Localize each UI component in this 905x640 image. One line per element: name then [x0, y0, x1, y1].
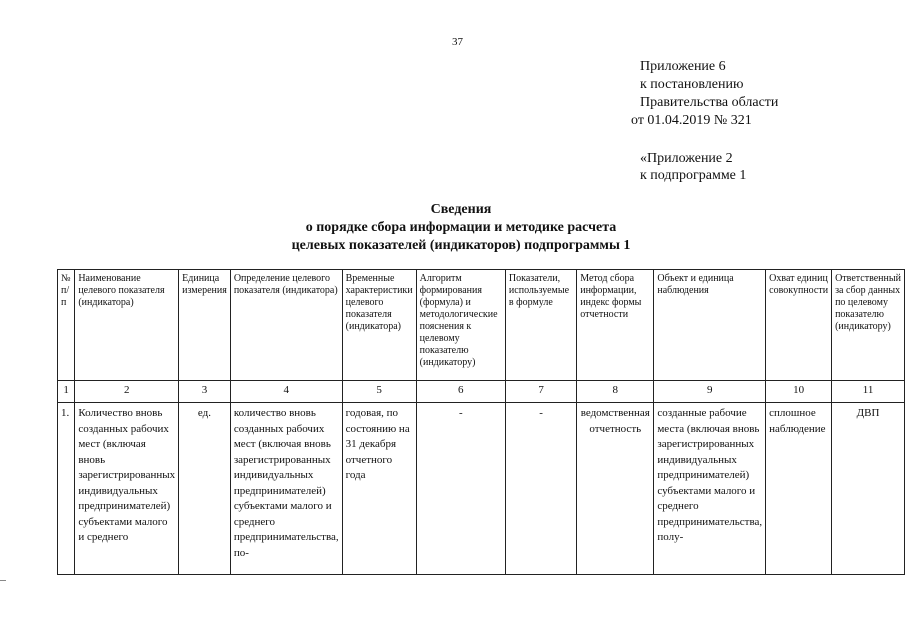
responsible-cell: ДВП [832, 403, 905, 575]
header-cell: Наименование целевого показателя (индикатора) [75, 270, 179, 381]
column-number: 11 [832, 381, 905, 403]
appendix-line-4: от 01.04.2019 № 321 [631, 113, 752, 128]
header-cell: Временные характеристики целевого показателя (индикатора) [342, 270, 416, 381]
definition-cell: количество вновь созданных рабочих мест (включая вновь зарегистрированных индивидуальных предпринимателей) субъектами малого и среднего предпринимательства, по- [230, 403, 342, 575]
indicator-name: Количество вновь созданных рабочих мест (включая вновь зарегистрированных индивидуальных предпринимателей) субъектами малого и среднего [75, 403, 179, 575]
column-number: 10 [766, 381, 832, 403]
column-number: 1 [58, 381, 75, 403]
header-cell: Охват единиц совокупности [766, 270, 832, 381]
header-cell: Показатели, используемые в формуле [505, 270, 576, 381]
row-number: 1. [58, 403, 75, 575]
title-line-3: целевых показателей (индикаторов) подпрограммы 1 [291, 238, 631, 253]
indicators-table [57, 269, 905, 575]
page-number: 37 [452, 36, 463, 48]
table-row [58, 403, 905, 575]
column-number: 5 [342, 381, 416, 403]
column-number: 2 [75, 381, 179, 403]
header-cell: Метод сбора информации, индекс формы отчетности [577, 270, 654, 381]
column-number: 7 [505, 381, 576, 403]
algorithm-cell: - [416, 403, 505, 575]
header-cell: № п/п [58, 270, 75, 381]
method-cell: ведомственная отчетность [577, 403, 654, 575]
appendix-line-3: Правительства области [640, 95, 779, 110]
coverage-cell: сплошное наблюдение [766, 403, 832, 575]
time-cell: годовая, по состоянию на 31 декабря отчетного года [342, 403, 416, 575]
header-cell: Алгоритм формирования (формула) и методологические пояснения к целевому показателю (индикатору) [416, 270, 505, 381]
object-cell: созданные рабочие места (включая вновь зарегистрированных индивидуальных предпринимателей) субъектами малого и среднего предпринимательства, полу- [654, 403, 766, 575]
appendix-line-1: Приложение 6 [640, 59, 726, 74]
column-number: 9 [654, 381, 766, 403]
column-number: 3 [179, 381, 231, 403]
column-number: 8 [577, 381, 654, 403]
document-title [230, 201, 692, 255]
appendix-subheader [640, 150, 746, 184]
appendix2-line-1: «Приложение 2 [640, 151, 733, 166]
title-line-2: о порядке сбора информации и методике расчета [305, 220, 617, 235]
column-number: 4 [230, 381, 342, 403]
table-header-row [58, 270, 905, 381]
header-cell: Определение целевого показателя (индикатора) [230, 270, 342, 381]
title-line-1: Сведения [430, 202, 492, 217]
unit-cell: ед. [179, 403, 231, 575]
column-number: 6 [416, 381, 505, 403]
column-number-row [58, 381, 905, 403]
header-cell: Единица измерения [179, 270, 231, 381]
appendix-header [631, 58, 778, 130]
indicators-cell: - [505, 403, 576, 575]
header-cell: Объект и единица наблюдения [654, 270, 766, 381]
appendix-line-2: к постановлению [640, 77, 744, 92]
margin-mark [0, 580, 6, 581]
header-cell: Ответственный за сбор данных по целевому показателю (индикатору) [832, 270, 905, 381]
appendix2-line-2: к подпрограмме 1 [640, 168, 747, 183]
